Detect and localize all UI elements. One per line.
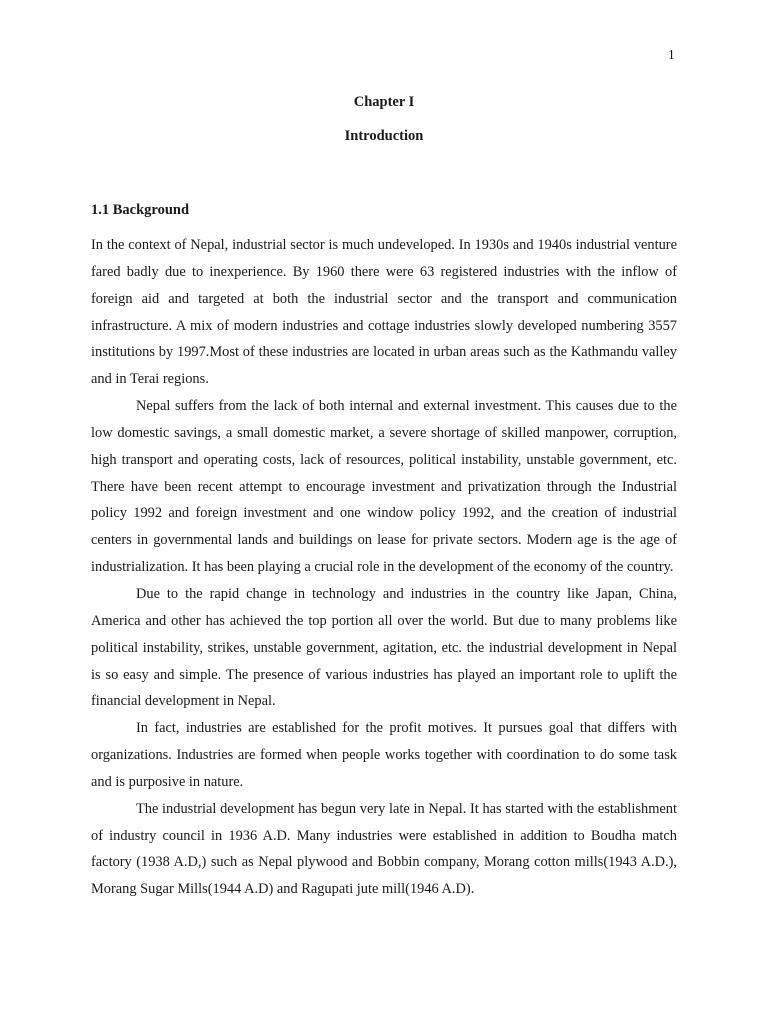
section-heading: 1.1 Background xyxy=(91,202,190,218)
paragraph: Due to the rapid change in technology and industries in the country like Japan, China, America and other has achieved the top portion all over the world. But due to many problems like political instability, strikes, unstable government, agitation, etc. the industrial development in Nepal is so easy and simple. The presence of various industries has played an important role to uplift the financial development in Nepal. xyxy=(91,585,677,710)
paragraph: In fact, industries are established for the profit motives. It pursues goal that differs with organizations. Industries are formed when people works together with coordination to do some task and is purposive in nature. xyxy=(91,720,677,790)
body-text xyxy=(91,232,677,903)
chapter-subtitle: Introduction xyxy=(344,128,424,144)
page-number: 1 xyxy=(668,47,675,62)
paragraph: Nepal suffers from the lack of both internal and external investment. This causes due to the low domestic savings, a small domestic market, a severe shortage of skilled manpower, corruption, high transport and operating costs, lack of resources, political instability, unstable government, etc. There have been recent attempt to encourage investment and privatization through the Industrial policy 1992 and foreign investment and one window policy 1992, and the creation of industrial centers in governmental lands and buildings on lease for private sectors. Modern age is the age of industrialization. It has been playing a crucial role in the development of the economy of the country. xyxy=(91,398,677,576)
paragraph: The industrial development has begun very late in Nepal. It has started with the establishment of industry council in 1936 A.D. Many industries were established in addition to Boudha match factory (1938 A.D,) such as Nepal plywood and Bobbin company, Morang cotton mills(1943 A.D.), Morang Sugar Mills(1944 A.D) and Ragupati jute mill(1946 A.D). xyxy=(91,800,677,898)
chapter-title: Chapter I xyxy=(353,94,415,110)
paragraph: In the context of Nepal, industrial sector is much undeveloped. In 1930s and 1940s industrial venture fared badly due to inexperience. By 1960 there were 63 registered industries with the inflow of foreign aid and targeted at both the industrial sector and the transport and communication infrastructure. A mix of modern industries and cottage industries slowly developed numbering 3557 institutions by 1997.Most of these industries are located in urban areas such as the Kathmandu valley and in Terai regions. xyxy=(91,237,677,388)
